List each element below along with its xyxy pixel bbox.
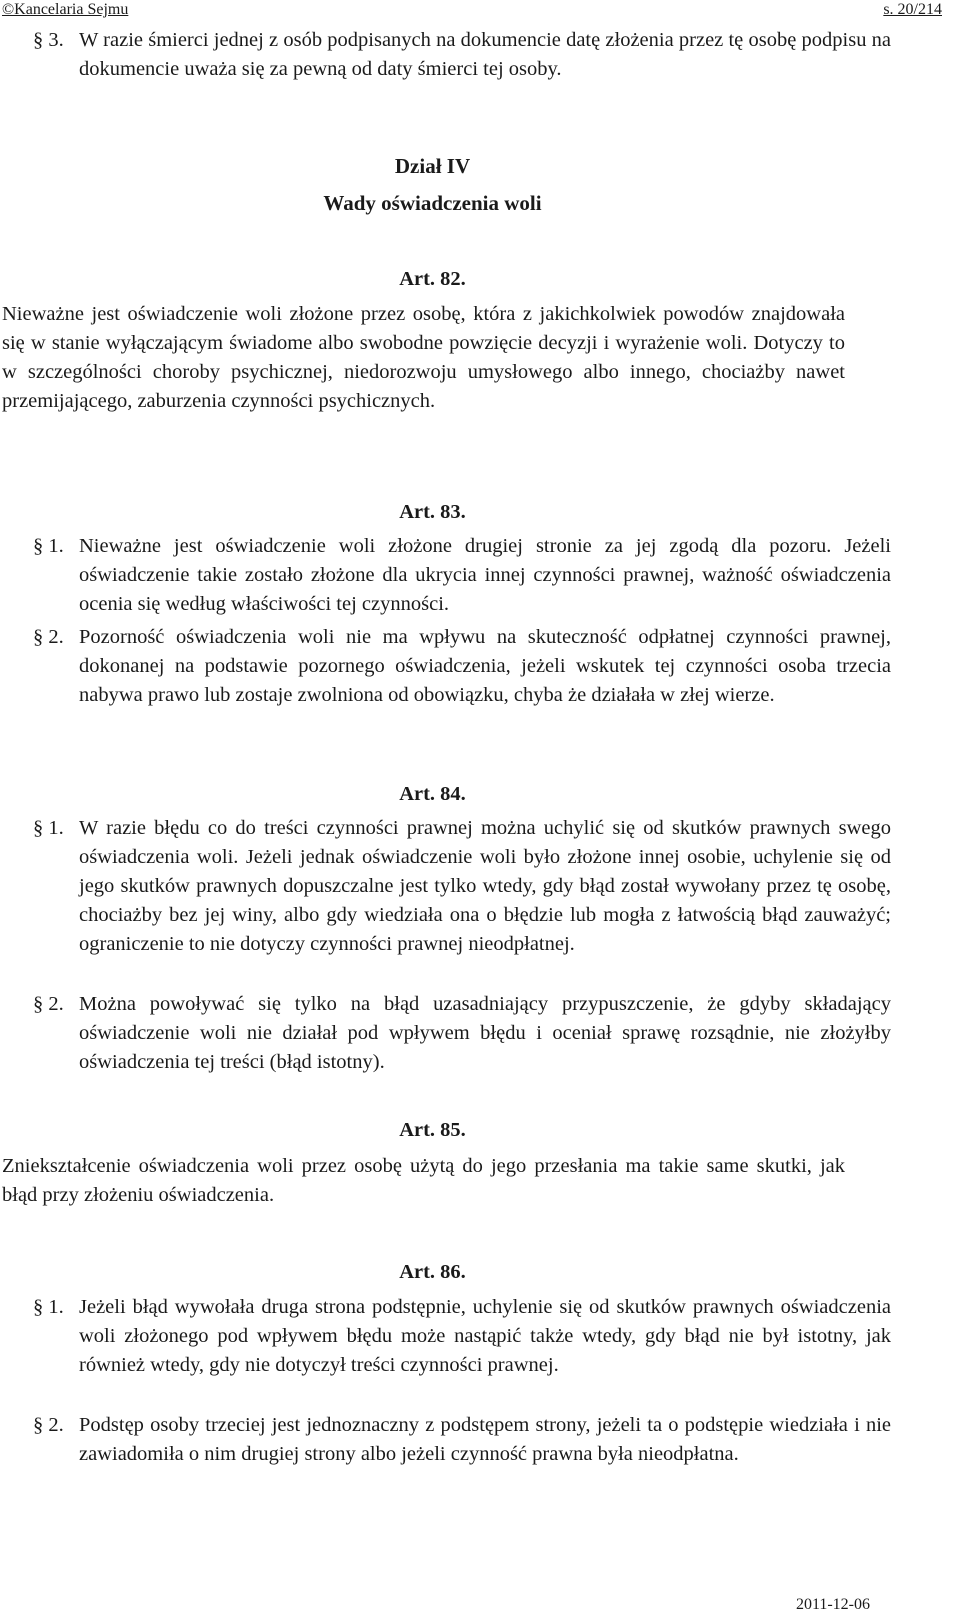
- paragraph-text: W razie błędu co do treści czynności prawnej można uchylić się od skutków prawnych swego oświadczenia woli. Jeżeli jednak oświadczenie woli było złożone innej osobie, uchylenie się od jego skutków prawnych dopuszczalne jest tylko wtedy, gdy błąd został wywołany przez tę osobę, chociażby bez jej winy, albo gdy wiedziała ona o błędzie lub mogła z łatwością błąd zauważyć; ograniczenie to nie dotyczy czynności prawnej nieodpłatnej.: [79, 817, 891, 955]
- article-84-title: Art. 84.: [399, 783, 466, 805]
- header-copyright: ©Kancelaria Sejmu: [2, 1, 129, 18]
- article-83-paragraph-1: [33, 532, 891, 619]
- section-marker: § 1.: [33, 535, 64, 557]
- section-marker: § 2.: [33, 1414, 64, 1436]
- section-marker: § 3.: [33, 29, 64, 51]
- article-83-title: Art. 83.: [399, 501, 466, 523]
- article-84-paragraph-1: [33, 814, 891, 959]
- section-marker: § 1.: [33, 817, 64, 839]
- paragraph-text: Jeżeli błąd wywołała druga strona podstępnie, uchylenie się od skutków prawnych oświadczenia woli złożonego pod wpływem błędu może nastąpić także wtedy, gdy błąd nie był istotny, jak również wtedy, gdy nie dotyczył treści czynności prawnej.: [79, 1296, 891, 1376]
- paragraph-text: Można powoływać się tylko na błąd uzasadniający przypuszczenie, że gdyby składający oświadczenie woli nie działał pod wpływem błędu i oceniał sprawę rozsądnie, nie złożyłby oświadczenia tej treści (błąd istotny).: [79, 993, 891, 1073]
- article-82-title: Art. 82.: [399, 268, 466, 290]
- article-86-paragraph-2: [33, 1411, 891, 1469]
- header-page-number: s. 20/214: [883, 1, 942, 18]
- article-82-text: Nieważne jest oświadczenie woli złożone przez osobę, która z jakichkolwiek powodów znajdowała się w stanie wyłączającym świadome albo swobodne powzięcie decyzji i wyrażenie woli. Dotyczy to w szczególności choroby psychicznej, niedorozwoju umysłowego albo innego, chociażby nawet przemijającego, zaburzenia czynności psychicznych.: [2, 303, 845, 412]
- division-title: Dział IV: [394, 154, 471, 178]
- paragraph-text: Podstęp osoby trzeciej jest jednoznaczny z podstępem strony, jeżeli ta o podstępie wiedziała i nie zawiadomiła o nim drugiej strony albo jeżeli czynność prawna była nieodpłatna.: [79, 1414, 891, 1465]
- paragraph-3: [33, 26, 891, 84]
- article-83-paragraph-2: [33, 623, 891, 710]
- section-marker: § 2.: [33, 993, 64, 1015]
- section-marker: § 1.: [33, 1296, 64, 1318]
- section-marker: § 2.: [33, 626, 64, 648]
- paragraph-text: Pozorność oświadczenia woli nie ma wpływu na skuteczność odpłatnej czynności prawnej, dokonanej na podstawie pozornego oświadczenia, jeżeli wskutek tej czynności osoba trzecia nabywa prawo lub zostaje zwolniona od obowiązku, chyba że działała w złej wierze.: [79, 626, 891, 706]
- article-85-text: Zniekształcenie oświadczenia woli przez osobę użytą do jego przesłania ma takie same skutki, jak błąd przy złożeniu oświadczenia.: [2, 1155, 845, 1206]
- paragraph-text: Nieważne jest oświadczenie woli złożone drugiej stronie za jej zgodą dla pozoru. Jeżeli oświadczenie takie zostało złożone dla ukrycia innej czynności prawnej, ważność oświadczenia ocenia się według właściwości tej czynności.: [79, 535, 891, 615]
- article-85-title: Art. 85.: [399, 1119, 466, 1141]
- article-86-paragraph-1: [33, 1293, 891, 1380]
- article-84-paragraph-2: [33, 990, 891, 1077]
- footer-date: 2011-12-06: [795, 1596, 870, 1613]
- article-86-title: Art. 86.: [399, 1261, 466, 1283]
- paragraph-text: W razie śmierci jednej z osób podpisanych na dokumencie datę złożenia przez tę osobę podpisu na dokumencie uważa się za pewną od daty śmierci tej osoby.: [79, 29, 891, 80]
- division-subtitle: Wady oświadczenia woli: [323, 191, 542, 215]
